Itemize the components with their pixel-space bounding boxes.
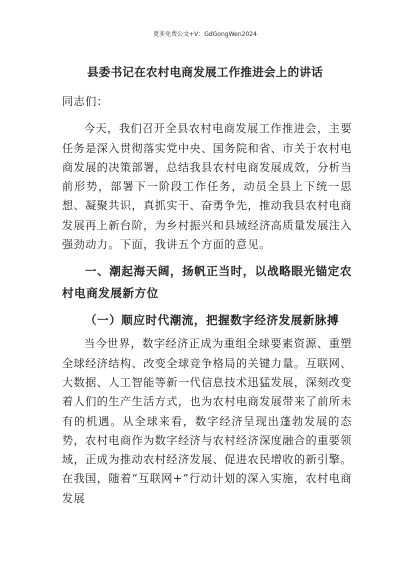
salutation: 同志们： <box>62 95 109 108</box>
header-watermark: 更多免费公文+V：GdGongWen2024 <box>153 31 257 38</box>
section-heading-1: 一、潮起海天阔，扬帆正当时，以战略眼光锚定农村电商发展新方位 <box>62 264 352 301</box>
subsection-heading-1: （一）顺应时代潮流，把握数字经济发展新脉搏 <box>85 313 340 328</box>
opening-paragraph: 今天，我们召开全县农村电商发展工作推进会，主要任务是深入贯彻落实党中央、国务院和省、市关于农村电商发展的决策部署，总结我县农村电商发展成效，分析当前形势，部署下一阶段工作任务，动员全县上下统一思想、凝聚共识，真抓实干、奋勇争先，推动我县农村电商发展再上新台阶，为乡村振兴和县域经济高质量发展注入强劲动力。下面，我讲五个方面的意见。 <box>62 122 352 252</box>
document-title: 县委书记在农村电商发展工作推进会上的讲话 <box>87 65 323 79</box>
document-body <box>62 92 352 508</box>
subsection-paragraph-1: 当今世界，数字经济正成为重组全球要素资源、重塑全球经济结构、改变全球竞争格局的关键力量。互联网、大数据、人工智能等新一代信息技术迅猛发展，深刻改变着人们的生产生活方式，也为农村电商发展带来了前所未有的机遇。从全球来看，数字经济呈现出蓬勃发展的态势，农村电商作为数字经济与农村经济深度融合的重要领域，正成为推动农村经济发展、促进农民增收的新引擎。在我国，随着“互联网+”行动计划的深入实施，农村电商发展 <box>62 337 352 505</box>
